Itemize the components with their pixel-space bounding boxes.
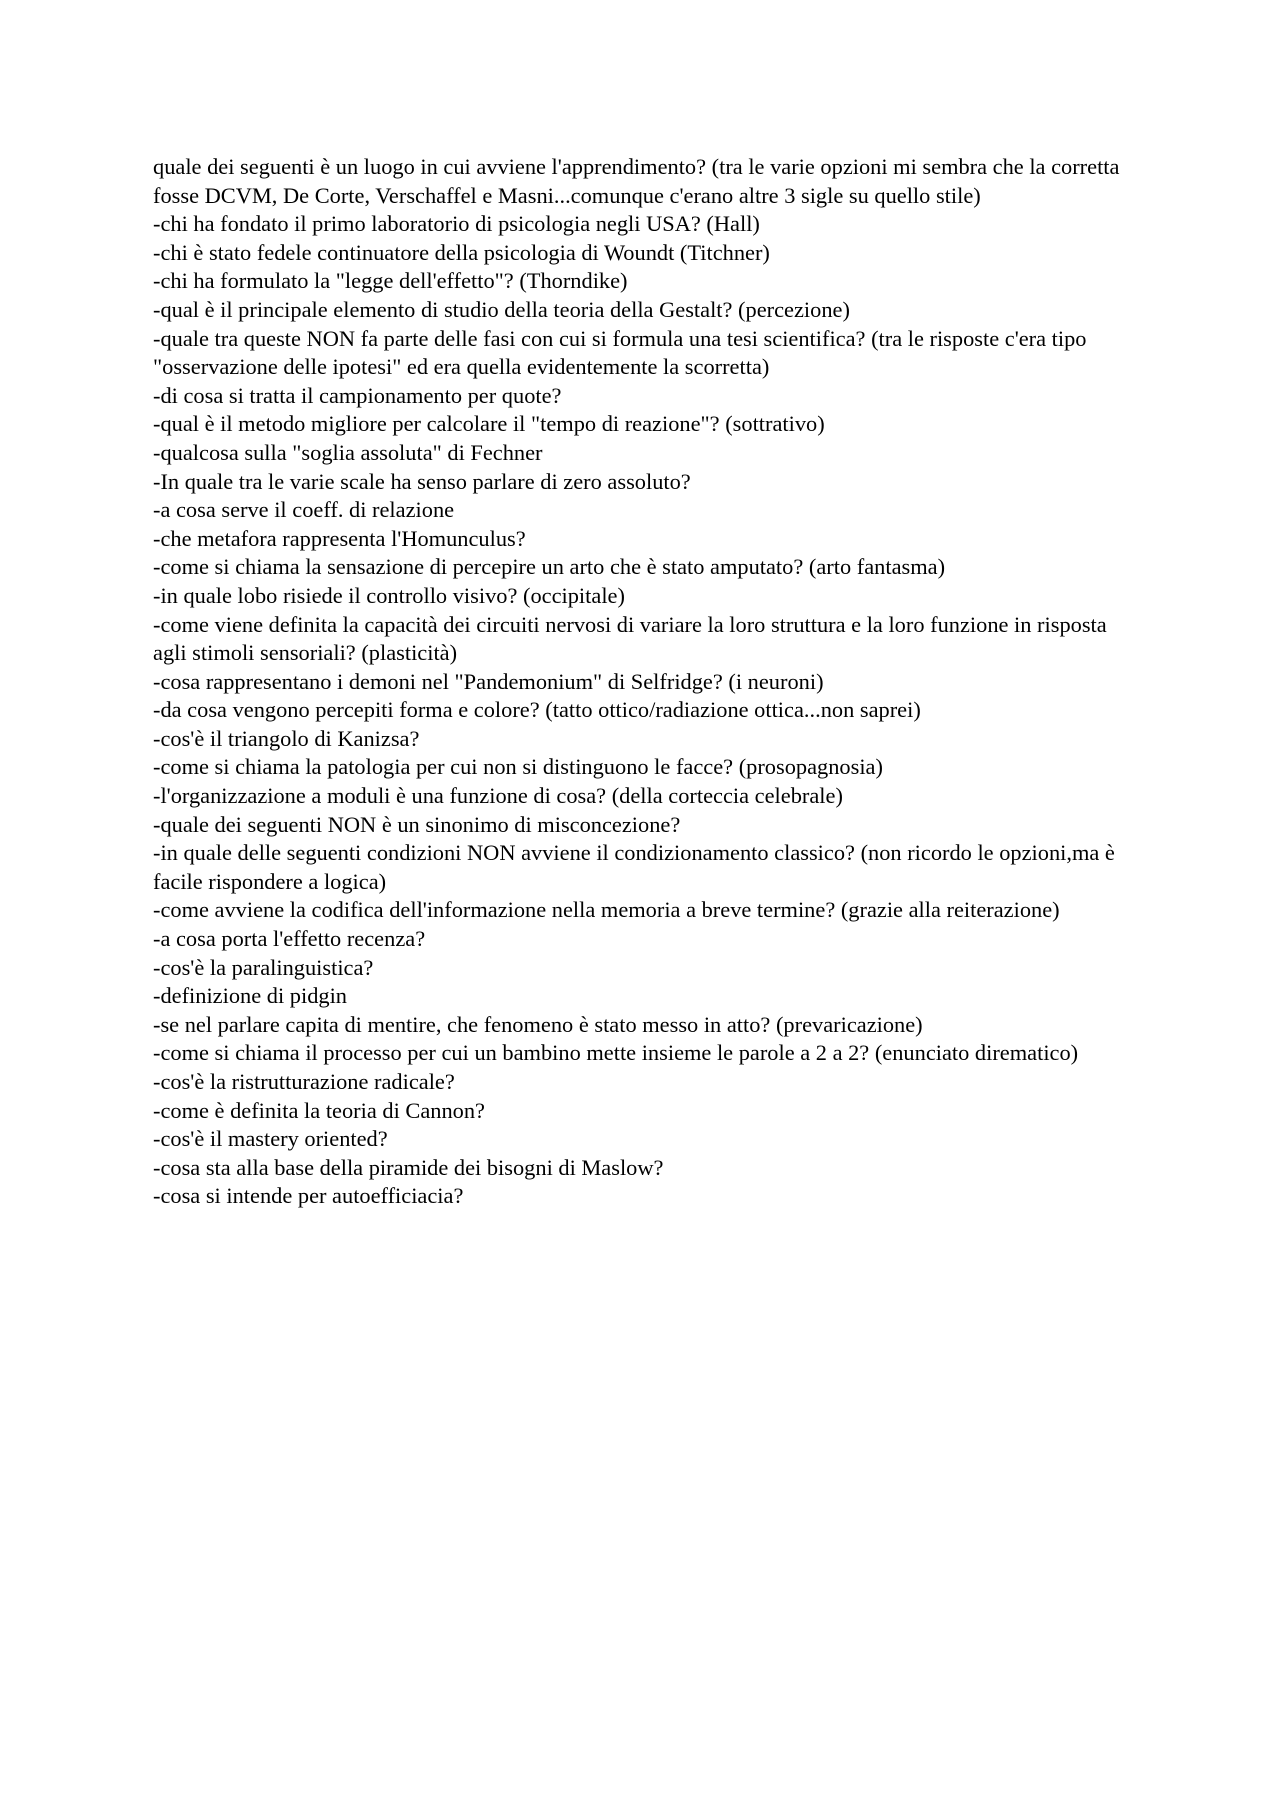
list-item: -qual è il metodo migliore per calcolare il "tempo di reazione"? (sottrativo): [153, 411, 825, 437]
list-item: -come si chiama la patologia per cui non si distinguono le facce? (prosopagnosia): [153, 754, 883, 780]
list-item: -In quale tra le varie scale ha senso parlare di zero assoluto?: [153, 468, 691, 494]
list-item: -come avviene la codifica dell'informazione nella memoria a breve termine? (grazie alla reiterazione): [153, 897, 1060, 923]
list-item: -cosa sta alla base della piramide dei bisogni di Maslow?: [153, 1154, 664, 1180]
list-item: -come viene definita la capacità dei circuiti nervosi di variare la loro struttura e la loro funzione in risposta agli stimoli sensoriali? (plasticità): [153, 611, 1113, 666]
list-item: -che metafora rappresenta l'Homunculus?: [153, 525, 526, 551]
list-item: -chi ha formulato la "legge dell'effetto"? (Thorndike): [153, 268, 628, 294]
list-item: -come si chiama il processo per cui un bambino mette insieme le parole a 2 a 2? (enunciato dirematico): [153, 1040, 1079, 1066]
list-item: -come si chiama la sensazione di percepire un arto che è stato amputato? (arto fantasma): [153, 554, 946, 580]
list-item: -chi ha fondato il primo laboratorio di psicologia negli USA? (Hall): [153, 211, 760, 237]
list-item: -a cosa porta l'effetto recenza?: [153, 926, 426, 952]
document-body: [153, 153, 1143, 1211]
list-item: -quale tra queste NON fa parte delle fasi con cui si formula una tesi scientifica? (tra le risposte c'era tipo "osservazione delle ipotesi" ed era quella evidentemente la scorretta): [153, 325, 1093, 380]
list-item: -cos'è la paralinguistica?: [153, 954, 374, 980]
list-item: -cos'è il triangolo di Kanizsa?: [153, 725, 420, 751]
list-item: -chi è stato fedele continuatore della psicologia di Woundt (Titchner): [153, 239, 770, 265]
list-item: -cos'è il mastery oriented?: [153, 1126, 388, 1152]
list-item: -in quale lobo risiede il controllo visivo? (occipitale): [153, 582, 625, 608]
list-item: -se nel parlare capita di mentire, che fenomeno è stato messo in atto? (prevaricazione): [153, 1011, 923, 1037]
list-item: -da cosa vengono percepiti forma e colore? (tatto ottico/radiazione ottica...non saprei): [153, 697, 921, 723]
list-item: -come è definita la teoria di Cannon?: [153, 1097, 485, 1123]
list-item: -qualcosa sulla "soglia assoluta" di Fechner: [153, 439, 543, 465]
list-item: -l'organizzazione a moduli è una funzione di cosa? (della corteccia celebrale): [153, 783, 843, 809]
list-item: -a cosa serve il coeff. di relazione: [153, 497, 455, 523]
list-item: -cos'è la ristrutturazione radicale?: [153, 1069, 455, 1094]
list-item: -in quale delle seguenti condizioni NON avviene il condizionamento classico? (non ricordo le opzioni,ma è facile rispondere a logica): [153, 840, 1121, 894]
list-item: -qual è il principale elemento di studio della teoria della Gestalt? (percezione): [153, 296, 850, 322]
list-item: -quale dei seguenti NON è un sinonimo di misconcezione?: [153, 811, 681, 837]
list-item: -definizione di pidgin: [153, 983, 348, 1009]
list-item: quale dei seguenti è un luogo in cui avviene l'apprendimento? (tra le varie opzioni mi sembra che la corretta fosse DCVM, De Corte, Verschaffel e Masni...comunque c'erano altre 3 sigle su quello stile): [153, 154, 1126, 208]
list-item: -cosa si intende per autoefficiacia?: [153, 1183, 464, 1209]
list-item: -di cosa si tratta il campionamento per quote?: [153, 382, 562, 408]
list-item: -cosa rappresentano i demoni nel "Pandemonium" di Selfridge? (i neuroni): [153, 668, 824, 694]
